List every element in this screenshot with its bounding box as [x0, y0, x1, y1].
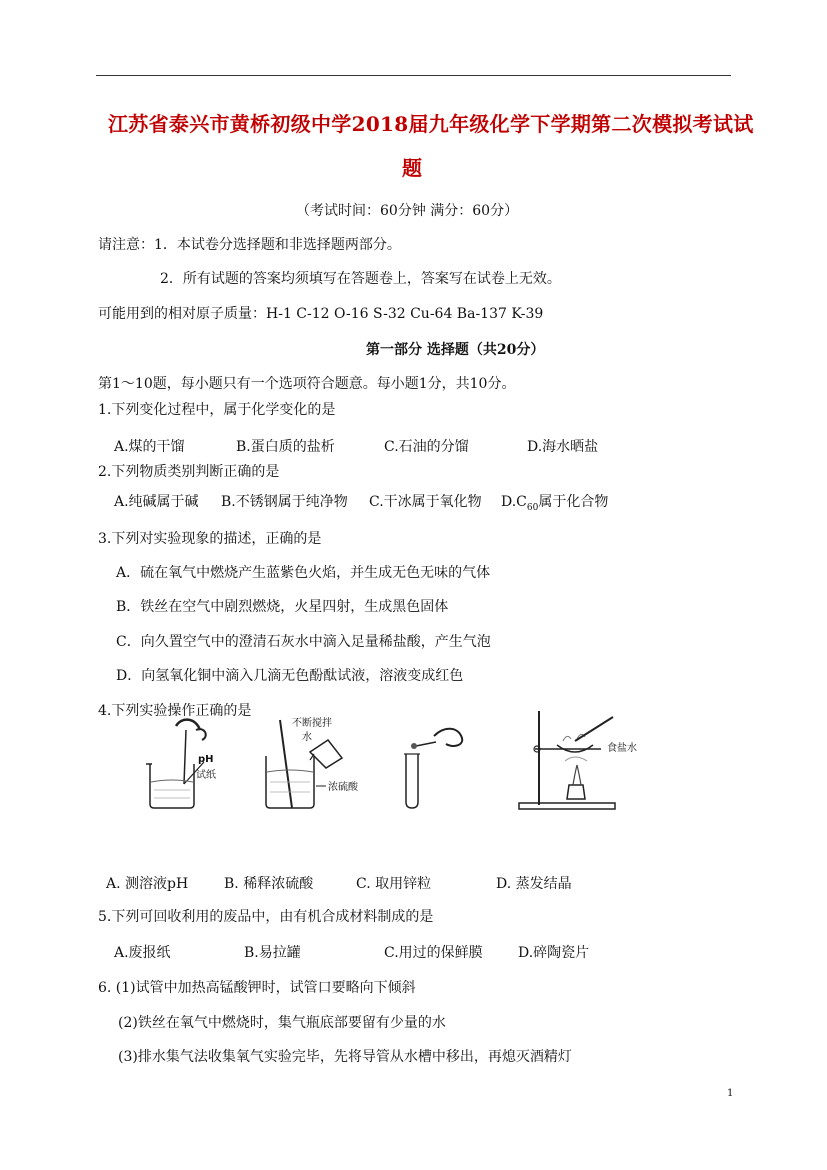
q2-option-d-prefix: D.C — [501, 494, 527, 510]
q4-option-c: C. 取用锌粒 — [356, 876, 432, 892]
q3-option-b: B．铁丝在空气中剧烈燃烧，火星四射，生成黑色固体 — [116, 599, 449, 615]
test-tube-icon — [406, 754, 418, 808]
q3-stem: 3.下列对实验现象的描述，正确的是 — [98, 531, 322, 547]
q1-option-b: B.蛋白质的盐析 — [236, 439, 335, 455]
note-2: 2．所有试题的答案均须填写在答题卷上，答案写在试卷上无效。 — [160, 271, 561, 287]
q2-option-a: A.纯碱属于碱 — [114, 494, 199, 510]
glass-rod-icon — [184, 730, 186, 784]
q2-stem: 2.下列物质类别判断正确的是 — [98, 464, 280, 480]
fig-d-label-saltwater: 食盐水 — [607, 743, 637, 754]
stirring-rod-icon — [280, 720, 292, 808]
q5-stem: 5.下列可回收利用的废品中，由有机合成材料制成的是 — [98, 909, 434, 925]
glass-rod-icon — [575, 717, 613, 741]
q4-option-d: D. 蒸发结晶 — [496, 876, 572, 892]
exam-info: （考试时间：60分钟 满分：60分） — [296, 203, 519, 219]
fig-b-label-water: 水 — [302, 732, 312, 743]
q3-option-d: D．向氢氧化铜中滴入几滴无色酚酞试液，溶液变成红色 — [116, 668, 464, 684]
q4-stem: 4.下列实验操作正确的是 — [98, 703, 252, 719]
q5-option-a: A.废报纸 — [114, 945, 171, 961]
q1-option-d: D.海水晒盐 — [527, 439, 599, 455]
q6-statement-2: (2)铁丝在氧气中燃烧时，集气瓶底部要留有少量的水 — [118, 1015, 446, 1031]
fig-a-label-ph: pH — [198, 754, 214, 765]
title-line-1: 江苏省泰兴市黄桥初级中学2018届九年级化学下学期第二次模拟考试试 — [108, 112, 754, 136]
q6-statement-3: (3)排水集气法收集氧气实验完毕，先将导管从水槽中移出，再熄灭酒精灯 — [118, 1049, 572, 1065]
tweezers-icon — [416, 742, 436, 746]
fig-evaporation — [505, 705, 645, 815]
fig-zinc-particle — [392, 712, 482, 812]
q5-option-b: B.易拉罐 — [244, 945, 301, 961]
note-1: 请注意：1．本试卷分选择题和非选择题两部分。 — [98, 237, 401, 253]
q6-statement-1: 6. (1)试管中加热高锰酸钾时，试管口要略向下倾斜 — [98, 980, 416, 996]
q3-option-a: A．硫在氧气中燃烧产生蓝紫色火焰，并生成无色无味的气体 — [116, 565, 491, 581]
beaker-icon — [150, 764, 194, 808]
q2-option-d-subscript: 60 — [526, 502, 539, 513]
page-number: 1 — [727, 1088, 734, 1099]
q4-option-a: A. 测溶液pH — [106, 876, 189, 892]
hand-icon — [434, 729, 462, 746]
alcohol-lamp-icon — [567, 785, 585, 799]
q2-option-c: C.干冰属于氧化物 — [369, 494, 482, 510]
fig-b-label-acid: 浓硫酸 — [328, 782, 358, 793]
fig-a-label-paper: 试纸 — [196, 770, 216, 781]
q1-option-a: A.煤的干馏 — [114, 439, 185, 455]
section-heading: 第一部分 选择题（共20分） — [366, 342, 545, 358]
q1-stem: 1.下列变化过程中，属于化学变化的是 — [98, 402, 336, 418]
atomic-masses: 可能用到的相对原子质量：H-1 C-12 O-16 S-32 Cu-64 Ba-137 K-39 — [98, 306, 544, 322]
bottle-icon — [310, 740, 342, 768]
q4-option-b: B. 稀释浓硫酸 — [224, 876, 314, 892]
fig-b-label-stir: 不断搅拌 — [292, 718, 332, 729]
title-line-2: 题 — [402, 156, 423, 180]
fig-ph-test — [138, 712, 238, 812]
hand-icon — [176, 720, 200, 730]
q5-option-c: C.用过的保鲜膜 — [384, 945, 483, 961]
section-instruction: 第1～10题，每小题只有一个选项符合题意。每小题1分，共10分。 — [98, 376, 516, 392]
q1-option-c: C.石油的分馏 — [384, 439, 469, 455]
q2-option-d — [501, 491, 608, 513]
q2-option-b: B.不锈钢属于纯净物 — [221, 494, 348, 510]
fig-dilute-acid — [258, 712, 368, 812]
header-rule — [96, 75, 731, 76]
q2-option-d-suffix: 属于化合物 — [538, 494, 609, 510]
q5-option-d: D.碎陶瓷片 — [518, 945, 590, 961]
q3-option-c: C．向久置空气中的澄清石灰水中滴入足量稀盐酸，产生气泡 — [116, 634, 491, 650]
